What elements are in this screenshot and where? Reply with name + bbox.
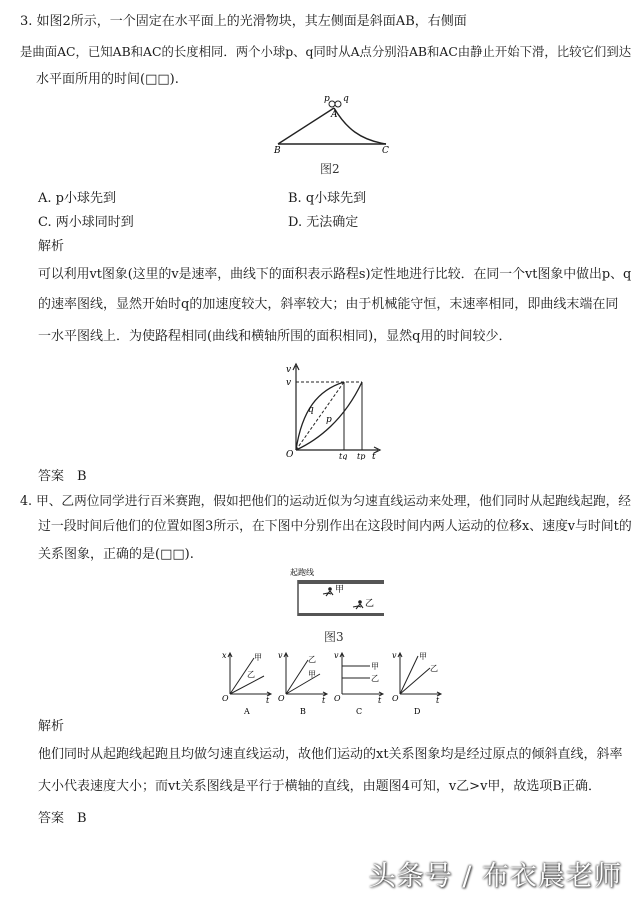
graph-a-x-label: t (266, 696, 270, 705)
label-tp: tp (357, 452, 366, 460)
label-c: C (382, 146, 389, 154)
option-b-letter: B. (288, 191, 302, 206)
graph-b-y-label: v (278, 651, 283, 660)
label-tq: tq (339, 452, 348, 460)
figure-2-caption: 图2 (320, 162, 340, 176)
q4-stem-line-1: 4. 甲、乙两位同学进行百米赛跑，假如把他们的运动近似为匀速直线运动来处理，他们同时从起跑线起跑，经 (20, 493, 631, 508)
label-p-curve: p (326, 415, 332, 425)
label-p: p (324, 94, 330, 104)
label-q-curve: q (308, 405, 314, 415)
option-d-letter: D. (288, 215, 303, 230)
graph-c-y-label: v (334, 651, 339, 660)
q3-stem-line-1: 3. 如图2所示，一个固定在水平面上的光滑物块，其左侧面是斜面AB，右侧面 (20, 14, 467, 29)
graph-b-mid-label: 甲 (308, 670, 316, 679)
runner-jia-icon (323, 587, 333, 596)
label-yi: 乙 (365, 599, 375, 609)
option-c[interactable] (38, 211, 134, 230)
graph-b-x-label: t (322, 696, 326, 705)
graph-c-letter: C (356, 707, 363, 716)
graph-d-y-label: v (392, 651, 397, 660)
q3-stem-line-3: 水平面所用的时间(□□). (36, 72, 179, 87)
option-graphs (220, 650, 446, 718)
graph-a-letter: A (244, 707, 250, 716)
graph-c-x-label: t (378, 696, 382, 705)
q3-analysis-line-1: 可以利用vt图象(这里的v是速率，曲线下的面积表示路程s)定性地进行比较．在同一个vt图象中做出p、q (38, 267, 632, 282)
graph-d-origin: O (392, 694, 399, 703)
figure-2-block-diagram (268, 92, 398, 154)
figure-3-track (286, 566, 386, 622)
diagonal-dashed (296, 382, 344, 450)
option-c-text: 两小球同时到 (55, 215, 134, 230)
graph-d[interactable] (392, 651, 441, 716)
graph-a-origin: O (222, 694, 229, 703)
graph-d-top-label: 甲 (419, 652, 427, 661)
option-a-text: p小球先到 (55, 191, 116, 206)
label-t-axis: t (372, 452, 376, 460)
q4-stem-line-3: 关系图象，正确的是(□□). (38, 547, 194, 562)
graph-b[interactable] (278, 651, 327, 716)
label-b: B (274, 146, 281, 154)
label-jia: 甲 (335, 585, 345, 595)
graph-d-letter: D (414, 707, 421, 716)
graph-a-top-label: 甲 (254, 653, 262, 662)
curve-ac (334, 108, 386, 144)
graph-b-letter: B (300, 707, 306, 716)
graph-b-top-label: 乙 (308, 655, 316, 664)
label-start-line: 起跑线 (290, 568, 314, 577)
q3-answer: 答案 B (38, 469, 87, 484)
watermark-text: 头条号 / 布衣晨老师 (368, 861, 622, 892)
graph-c-mid-label: 乙 (371, 674, 379, 683)
q4-answer: 答案 B (38, 811, 87, 826)
q3-analysis-line-2: 的速率图线，显然开始时q的加速度较大，斜率较大；由于机械能守恒，末速率相同，即曲线末端在同 (38, 297, 619, 312)
graph-a[interactable] (222, 651, 271, 716)
graph-c[interactable] (334, 651, 383, 716)
option-a-letter: A. (38, 191, 52, 206)
option-d[interactable] (288, 211, 358, 230)
incline-ab (278, 108, 334, 144)
option-a[interactable] (38, 187, 116, 206)
option-c-letter: C. (38, 215, 52, 230)
q4-stem-line-2: 过一段时间后他们的位置如图3所示，在下图中分别作出在这段时间内两人运动的位移x、速度v与时间t的 (38, 519, 632, 534)
graph-a-mid-label: 乙 (247, 670, 255, 679)
graph-a-y-label: x (222, 651, 227, 660)
track-top-edge (298, 580, 384, 584)
option-b[interactable] (288, 187, 366, 206)
label-origin: O (286, 450, 294, 460)
graph-b-origin: O (278, 694, 285, 703)
q4-analysis-line-1: 他们同时从起跑线起跑且均做匀速直线运动，故他们运动的xt关系图象均是经过原点的倾斜直线，斜率 (38, 747, 623, 762)
q3-analysis-title: 解析 (38, 239, 65, 254)
graph-d-x-label: t (436, 696, 440, 705)
graph-d-line-yi (400, 668, 430, 694)
runner-yi-icon (353, 600, 363, 609)
q4-analysis-line-2: 大小代表速度大小；而vt关系图线是平行于横轴的直线，由题图4可知，v乙>v甲，故选项B正确． (38, 779, 601, 794)
label-v-axis: v (286, 365, 292, 375)
figure-3-caption: 图3 (324, 630, 344, 644)
ball-p (329, 101, 335, 107)
vt-graph (278, 360, 388, 460)
option-b-text: q小球先到 (305, 191, 367, 206)
graph-c-origin: O (334, 694, 341, 703)
graph-c-top-label: 甲 (371, 662, 379, 671)
label-q: q (343, 94, 349, 104)
track-bottom-edge (298, 613, 384, 616)
label-v-level: v (286, 378, 292, 388)
ball-q (335, 101, 341, 107)
q3-stem-line-2: 是曲面AC，已知AB和AC的长度相同．两个小球p、q同时从A点分别沿AB和AC由静止开始下滑，比较它们到达 (20, 44, 632, 59)
q4-analysis-title: 解析 (38, 719, 65, 734)
q3-analysis-line-3: 一水平图线上．为使路程相同(曲线和横轴所围的面积相同)，显然q用的时间较少． (38, 329, 512, 344)
label-a: A (331, 110, 338, 120)
graph-d-line-jia (400, 656, 418, 694)
option-d-text: 无法确定 (306, 215, 359, 230)
graph-d-mid-label: 乙 (430, 664, 438, 673)
graph-b-line-yi (286, 660, 308, 694)
